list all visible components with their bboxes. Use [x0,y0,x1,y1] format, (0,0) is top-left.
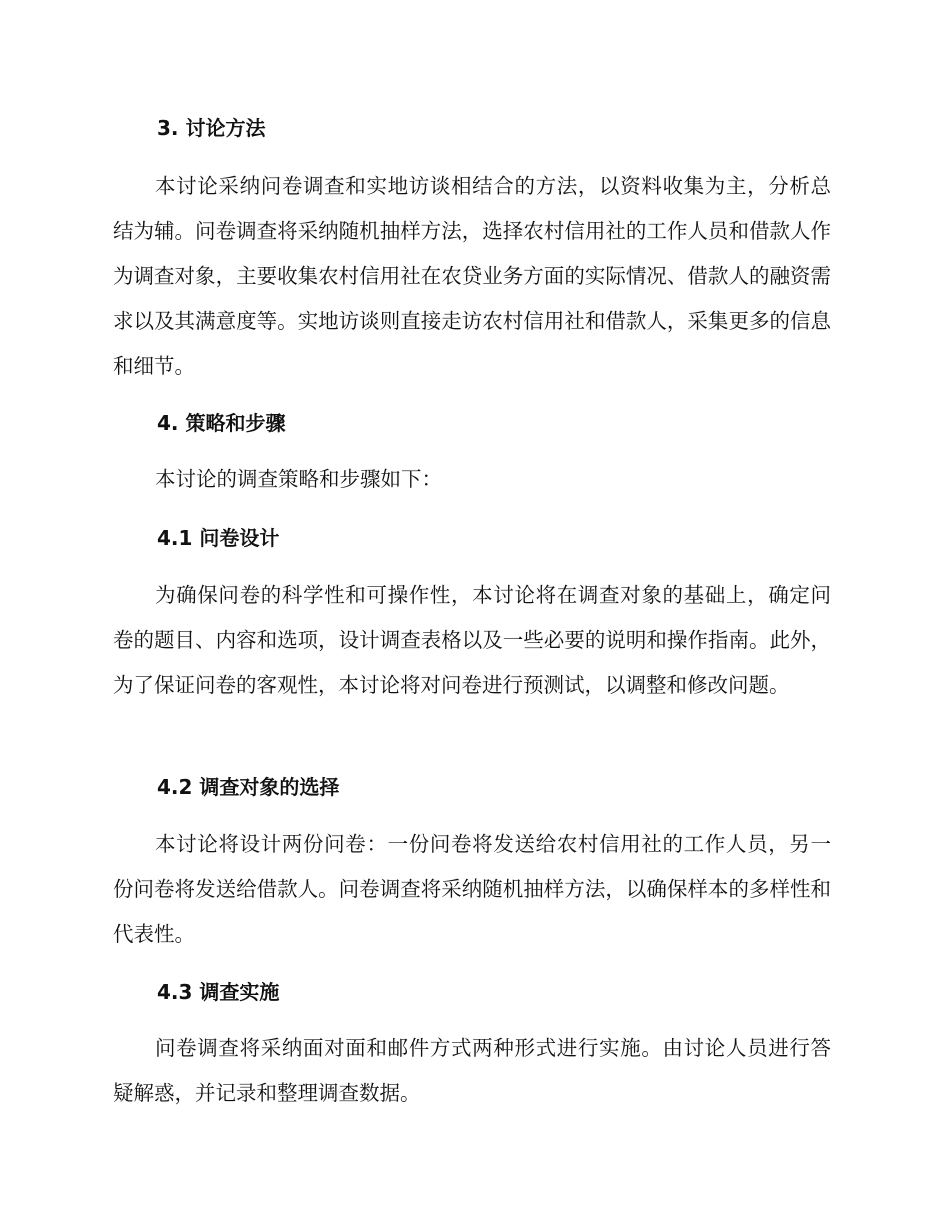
section-heading-subject-selection: 4.2 调查对象的选择 [157,775,340,799]
section-paragraph-research-method: 本讨论采纳问卷调查和实地访谈相结合的方法，以资料收集为主，分析总结为辅。问卷调查将采纳随机抽样方法，选择农村信用社的工作人员和借款人作为调查对象，主要收集农村信用社在农贷业务方面的实际情况、借款人的融资需求以及其满意度等。实地访谈则直接走访农村信用社和借款人，采集更多的信息和细节。 [113,174,831,378]
section-paragraph-questionnaire-design: 为确保问卷的科学性和可操作性，本讨论将在调查对象的基础上，确定问卷的题目、内容和选项，设计调查表格以及一些必要的说明和操作指南。此外，为了保证问卷的客观性，本讨论将对问卷进行预测试，以调整和修改问题。 [113,583,831,697]
section-heading-strategy-steps: 4. 策略和步骤 [157,411,286,435]
section-paragraph-strategy-steps: 本讨论的调查策略和步骤如下： [155,467,442,491]
section-paragraph-subject-selection: 本讨论将设计两份问卷：一份问卷将发送给农村信用社的工作人员，另一份问卷将发送给借款人。问卷调查将采纳随机抽样方法，以确保样本的多样性和代表性。 [113,832,831,946]
section-heading-research-method: 3. 讨论方法 [157,116,266,140]
section-heading-survey-implementation: 4.3 调查实施 [157,980,280,1004]
section-paragraph-survey-implementation: 问卷调查将采纳面对面和邮件方式两种形式进行实施。由讨论人员进行答疑解惑，并记录和整理调查数据。 [113,1036,831,1105]
section-heading-questionnaire-design: 4.1 问卷设计 [157,526,280,550]
